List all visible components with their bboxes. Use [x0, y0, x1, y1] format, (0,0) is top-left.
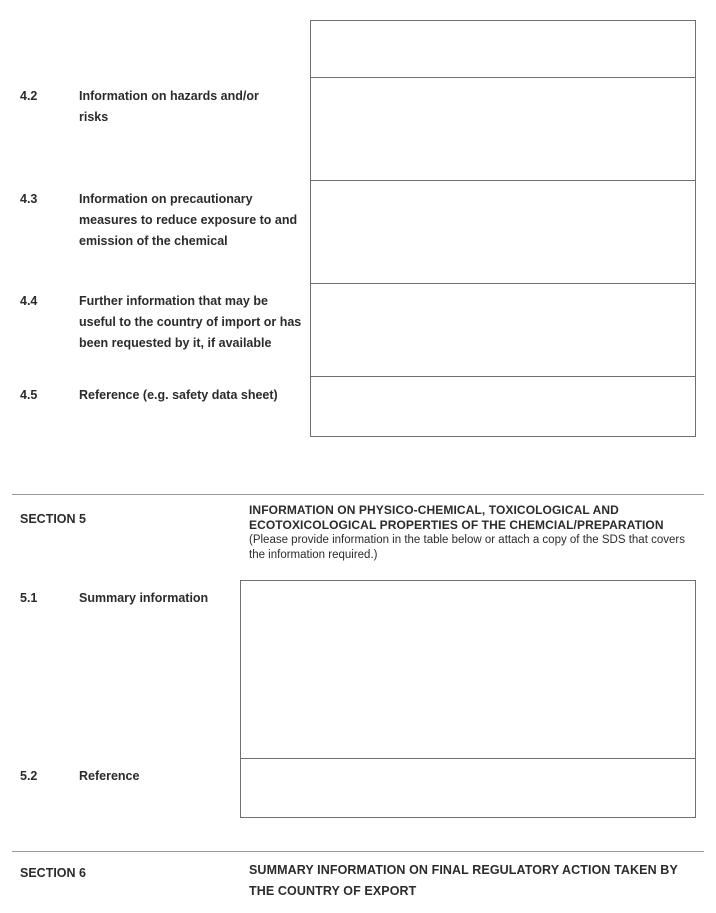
- section5-note: (Please provide information in the table below or attach a copy of the SDS that covers the information required.): [249, 534, 685, 561]
- summary-information-field[interactable]: [240, 580, 696, 759]
- item-number-5-2: 5.2: [20, 769, 38, 783]
- item-number-4-3: 4.3: [20, 192, 38, 206]
- hazards-risks-label: Information on hazards and/or risks: [79, 89, 259, 124]
- section5-reference-field[interactable]: [240, 758, 696, 818]
- section5-label: SECTION 5: [20, 512, 86, 526]
- precautionary-measures-label: Information on precautionary measures to reduce exposure to and emission of the chemical: [79, 192, 298, 248]
- section5-divider: [12, 494, 704, 495]
- item-number-4-2: 4.2: [20, 89, 38, 103]
- section4-reference-label: Reference (e.g. safety data sheet): [79, 388, 278, 402]
- section6-title: SUMMARY INFORMATION ON FINAL REGULATORY ACTION TAKEN BY THE COUNTRY OF EXPORT: [249, 863, 678, 898]
- section4-top-field[interactable]: [310, 20, 696, 78]
- section5-reference-label: Reference: [79, 769, 140, 783]
- precautionary-measures-field[interactable]: [310, 180, 696, 284]
- further-information-label: Further information that may be useful to the country of import or has been requested by it, if available: [79, 294, 302, 350]
- summary-information-label: Summary information: [79, 591, 209, 605]
- hazards-risks-field[interactable]: [310, 77, 696, 181]
- section5-header: [249, 503, 694, 563]
- section4-reference-field[interactable]: [310, 376, 696, 437]
- item-number-4-4: 4.4: [20, 294, 38, 308]
- further-information-field[interactable]: [310, 283, 696, 377]
- section6-divider: [12, 851, 704, 852]
- item-number-4-5: 4.5: [20, 388, 38, 402]
- section5-title: INFORMATION ON PHYSICO-CHEMICAL, TOXICOLOGICAL AND ECOTOXICOLOGICAL PROPERTIES OF THE CHEMCIAL/PREPARATION: [249, 503, 664, 532]
- item-number-5-1: 5.1: [20, 591, 38, 605]
- section6-label: SECTION 6: [20, 866, 86, 880]
